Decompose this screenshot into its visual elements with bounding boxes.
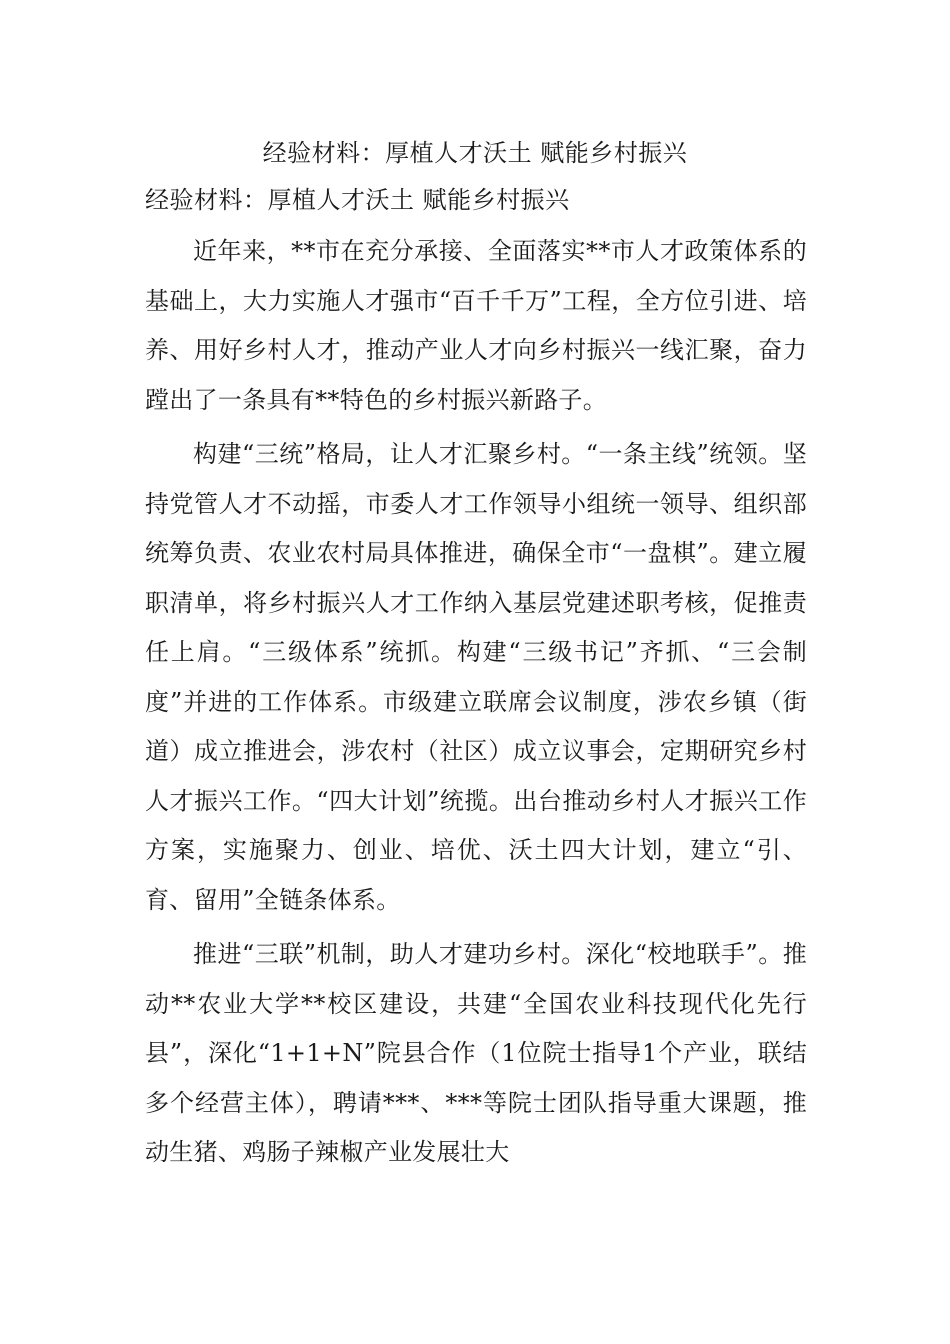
paragraph-intro: 近年来，**市在充分承接、全面落实**市人才政策体系的基础上，大力实施人才强市“百千千万”工程，全方位引进、培养、用好乡村人才，推动产业人才向乡村振兴一线汇聚，奋力蹚出了一条具有**特色的乡村振兴新路子。	[145, 237, 807, 414]
document-subtitle: 经验材料：厚植人才沃土 赋能乡村振兴	[145, 186, 570, 214]
document-body	[145, 178, 807, 1183]
paragraph-san-lian: 推进“三联”机制，助人才建功乡村。深化“校地联手”。推动**农业大学**校区建设，共建“全国农业科技现代化先行县”，深化“1+1+N”院县合作（1位院士指导1个产业，联结多个经营主体），聘请***、***等院士团队指导重大课题，推动生猪、鸡肠子辣椒产业发展壮大	[145, 940, 807, 1166]
document-title: 经验材料：厚植人才沃土 赋能乡村振兴	[262, 139, 688, 167]
paragraph-san-tong: 构建“三统”格局，让人才汇聚乡村。“一条主线”统领。坚持党管人才不动摇，市委人才工作领导小组统一领导、组织部统筹负责、农业农村局具体推进，确保全市“一盘棋”。建立履职清单，将乡村振兴人才工作纳入基层党建述职考核，促推责任上肩。“三级体系”统抓。构建“三级书记”齐抓、“三会制度”并进的工作体系。市级建立联席会议制度，涉农乡镇（街道）成立推进会，涉农村（社区）成立议事会，定期研究乡村人才振兴工作。“四大计划”统揽。出台推动乡村人才振兴工作方案，实施聚力、创业、培优、沃土四大计划，建立“引、育、留用”全链条体系。	[145, 440, 807, 914]
